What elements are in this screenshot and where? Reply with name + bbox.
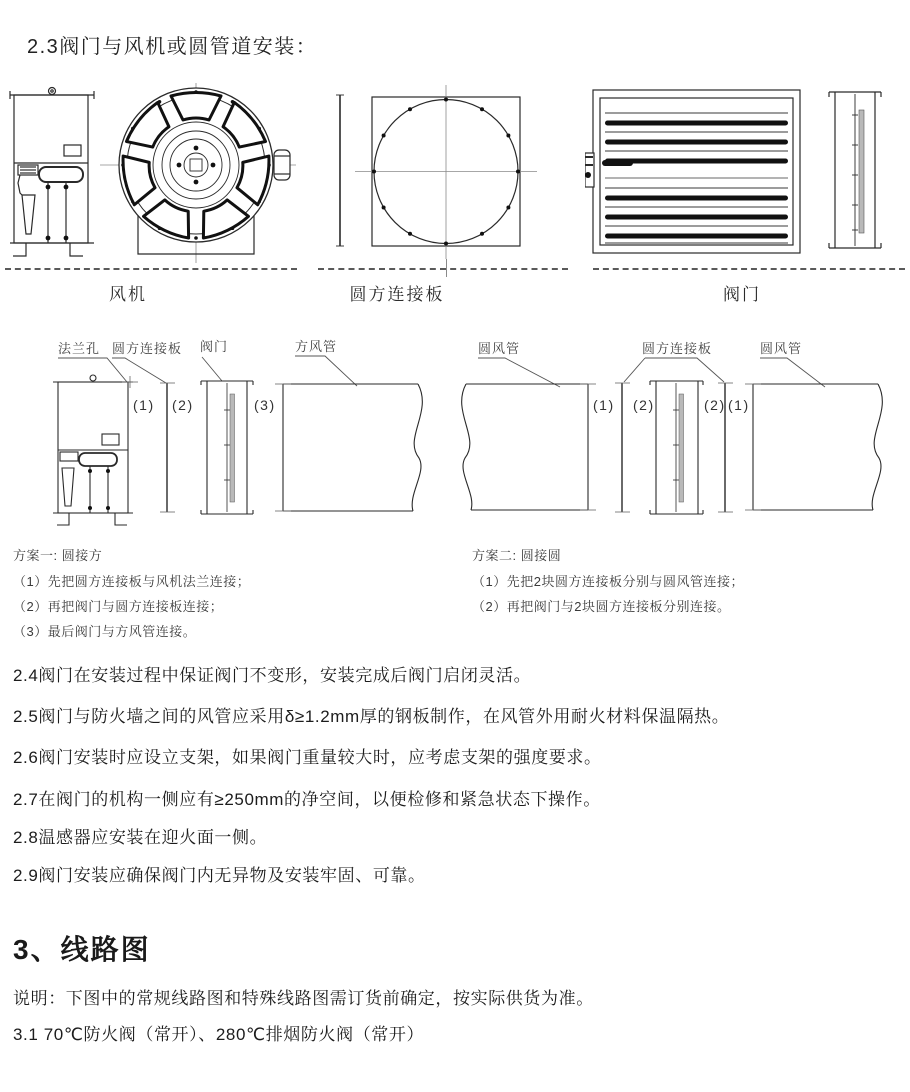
step-marker-1: (1) xyxy=(133,397,155,413)
section-3-description: 说明：下图中的常规线路图和特殊线路图需订货前确定，按实际供货为准。 xyxy=(13,989,594,1008)
note-2-8: 2.8温感器应安装在迎火面一侧。 xyxy=(13,828,268,847)
fan-side-view xyxy=(10,88,94,257)
assembly-right-group xyxy=(462,341,883,514)
round-duct-right-label: 圆风管 xyxy=(760,341,803,356)
valve-front-view xyxy=(585,90,800,253)
square-duct-label: 方风管 xyxy=(295,339,338,354)
fan-handle xyxy=(274,150,290,180)
step-marker-r1: (1) xyxy=(593,397,615,413)
valve-side-view xyxy=(829,92,881,248)
scheme-2-title: 方案二: 圆接圆 xyxy=(472,548,562,563)
note-2-9: 2.9阀门安装应确保阀门内无异物及安装牢固、可靠。 xyxy=(13,866,426,885)
round-duct-right xyxy=(753,384,882,510)
plate-label-right: 圆方连接板 xyxy=(642,341,713,356)
valve-caption: 阀门 xyxy=(723,285,761,304)
valve-label: 阀门 xyxy=(200,339,229,354)
plate-caption: 圆方连接板 xyxy=(349,285,445,304)
scheme-2-step: （2）再把阀门与2块圆方连接板分别连接。 xyxy=(472,599,731,614)
step-marker-r3: (2) xyxy=(704,397,726,413)
fan-caption: 风机 xyxy=(109,285,147,304)
step-marker-3: (3) xyxy=(254,397,276,413)
valve-side-small-left xyxy=(201,381,253,514)
valve-louvers xyxy=(605,121,788,239)
plate-label-left: 圆方连接板 xyxy=(112,341,183,356)
section-3-item: 3.1 70℃防火阀（常开）、280℃排烟防火阀（常开） xyxy=(13,1025,425,1044)
scheme-1-step: （1）先把圆方连接板与风机法兰连接； xyxy=(13,574,251,589)
assembly-diagram xyxy=(5,330,905,532)
square-duct xyxy=(283,384,422,511)
fan-front-view xyxy=(100,83,296,263)
fan-drawing xyxy=(8,83,300,269)
plate-centerline-extension xyxy=(446,259,447,277)
divider-dashed-valve xyxy=(593,268,905,270)
section-3-title: 3、线路图 xyxy=(13,934,151,965)
step-marker-r4: (1) xyxy=(728,397,750,413)
round-duct-left xyxy=(462,384,588,510)
scheme-1-step: （2）再把阀门与圆方连接板连接； xyxy=(13,599,224,614)
assembly-left-group xyxy=(53,339,422,525)
page-title: 2.3阀门与风机或圆管道安装： xyxy=(27,36,318,58)
note-2-4: 2.4阀门在安装过程中保证阀门不变形，安装完成后阀门启闭灵活。 xyxy=(13,666,532,685)
leader-lines-right xyxy=(478,358,825,387)
plate-drawing xyxy=(305,85,581,270)
valve-side-small-right xyxy=(650,381,703,514)
note-2-6: 2.6阀门安装时应设立支架，如果阀门重量较大时，应考虑支架的强度要求。 xyxy=(13,748,602,767)
scheme-1-step: （3）最后阀门与方风管连接。 xyxy=(13,624,197,639)
divider-dashed-fan xyxy=(5,268,297,270)
note-2-7: 2.7在阀门的机构一侧应有≥250mm的净空间，以便检修和紧急状态下操作。 xyxy=(13,790,601,809)
fan-side-small xyxy=(53,375,133,525)
scheme-2-step: （1）先把2块圆方连接板分别与圆风管连接； xyxy=(472,574,744,589)
valve-drawing xyxy=(585,85,907,270)
step-marker-r2: (2) xyxy=(633,397,655,413)
flange-hole-label: 法兰孔 xyxy=(58,341,101,356)
divider-dashed-plate xyxy=(318,268,568,270)
scheme-1 xyxy=(13,543,250,644)
scheme-1-title: 方案一: 圆接方 xyxy=(13,548,103,563)
valve-mechanism xyxy=(585,153,633,187)
step-marker-2: (2) xyxy=(172,397,194,413)
note-2-5: 2.5阀门与防火墙之间的风管应采用δ≥1.2mm厚的钢板制作，在风管外用耐火材料保温隔热。 xyxy=(13,707,730,726)
scheme-2 xyxy=(472,543,744,619)
round-duct-left-label: 圆风管 xyxy=(478,341,521,356)
centerline-ticks xyxy=(122,376,761,512)
